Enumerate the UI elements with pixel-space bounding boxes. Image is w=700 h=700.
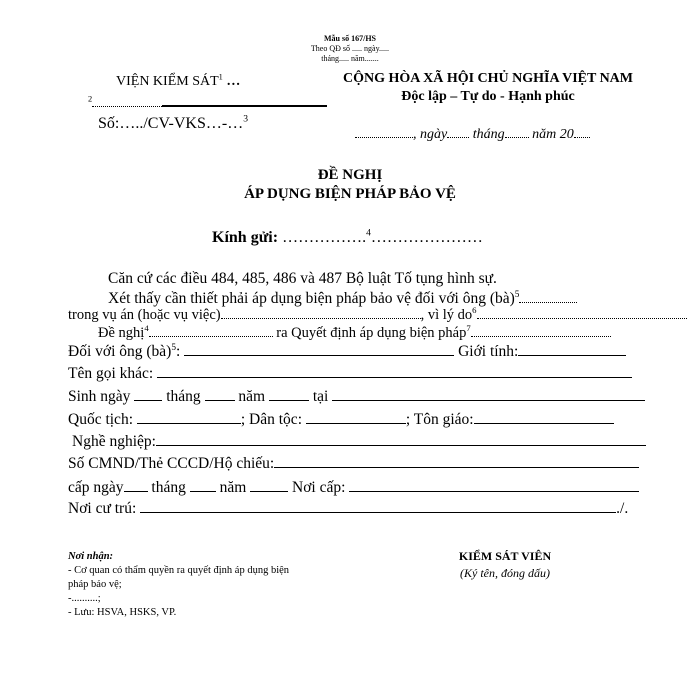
id-field[interactable] [274, 466, 639, 468]
sub-agency-underline [162, 104, 327, 107]
recipient-item: - Cơ quan có thẩm quyền ra quyết định áp dụng biện [68, 565, 290, 576]
decision-text: ra Quyết định áp dụng biện pháp [272, 325, 467, 341]
reason-field[interactable] [477, 317, 687, 319]
nationality-field[interactable] [137, 422, 241, 424]
nationality-label: Quốc tịch: [68, 411, 137, 428]
form-decision-date-line: tháng..... năm....... [321, 54, 379, 63]
id-line [68, 455, 639, 473]
issue-month-label: tháng [147, 479, 186, 496]
recipient-dots: ………………… [370, 229, 483, 246]
document-number [98, 115, 248, 133]
measure-field[interactable] [471, 335, 611, 337]
birth-place-label: tại [308, 388, 329, 405]
issue-month-field[interactable] [190, 490, 216, 492]
footnote-marker: 1 [218, 72, 223, 82]
consider-line [108, 290, 577, 308]
reason-label: , vì lý do [420, 307, 473, 323]
signature-title: KIỂM SÁT VIÊN [458, 549, 552, 563]
religion-field[interactable] [474, 422, 614, 424]
document-date [355, 127, 590, 143]
ethnicity-label: ; Dân tộc: [240, 411, 306, 428]
document-subtitle: ÁP DỤNG BIỆN PHÁP BẢO VỆ [244, 186, 456, 202]
case-line [68, 307, 687, 324]
year-dots [574, 136, 590, 138]
id-label: Số CMND/Thẻ CCCD/Hộ chiếu: [68, 455, 275, 472]
birth-place-field[interactable] [332, 399, 645, 401]
agency-suffix: … [222, 74, 241, 89]
recipient-line [212, 229, 483, 247]
ethnicity-field[interactable] [306, 422, 406, 424]
date-year-label: năm 20 [532, 127, 574, 142]
birth-day-label: Sinh ngày [68, 388, 131, 405]
issue-line [68, 479, 639, 497]
footnote-marker: 4 [144, 323, 149, 334]
occupation-field[interactable] [156, 444, 646, 446]
authority-field[interactable] [149, 335, 273, 337]
signature-note: (Ký tên, đóng dấu) [460, 566, 550, 580]
birth-day-field[interactable] [134, 399, 162, 401]
gender-field[interactable] [518, 354, 626, 356]
alias-line [68, 365, 632, 383]
footnote-marker: 5 [171, 342, 176, 353]
recipient-label: Kính gửi: [212, 229, 283, 246]
footnote-marker: 3 [243, 113, 249, 125]
footnote-marker: 6 [472, 305, 477, 316]
case-label: trong vụ án (hoặc vụ việc) [68, 307, 221, 323]
person-field[interactable] [519, 301, 577, 303]
country-name: CỘNG HÒA XÃ HỘI CHỦ NGHĨA VIỆT NAM [342, 71, 633, 86]
birth-year-field[interactable] [269, 399, 309, 401]
issue-day-field[interactable] [124, 490, 148, 492]
birth-line [68, 388, 645, 406]
legal-basis: Căn cứ các điều 484, 485, 486 và 487 Bộ luật Tố tụng hình sự. [108, 270, 497, 287]
form-decision-ref [250, 44, 450, 64]
consider-text: Xét thấy cần thiết phải áp dụng biện pháp bảo vệ đối với ông (bà) [108, 290, 515, 307]
month-dots [505, 136, 529, 138]
issue-year-field[interactable] [250, 490, 288, 492]
form-number-line: Mẫu số 167/HS [323, 34, 376, 43]
gender-label: Giới tính: [454, 343, 519, 360]
day-dots [447, 136, 469, 138]
issue-year-label: năm [215, 479, 247, 496]
date-day-label: ngày [420, 127, 448, 142]
residence-end: ./. [616, 500, 629, 517]
occupation-label: Nghề nghiệp: [72, 433, 156, 450]
footnote-marker: 2 [88, 94, 93, 104]
sub-agency-dots [92, 105, 162, 107]
sub-agency-line [88, 96, 327, 112]
date-comma: , [413, 127, 420, 142]
alias-label: Tên gọi khác: [68, 365, 158, 382]
person-colon: : [176, 343, 185, 360]
footnote-marker: 7 [466, 323, 471, 334]
form-number [250, 34, 450, 44]
date-month-label: tháng [472, 127, 505, 142]
agency-name [116, 74, 240, 90]
residence-field[interactable] [140, 511, 616, 513]
residence-label: Nơi cư trú: [68, 500, 141, 517]
national-motto: Độc lập – Tự do - Hạnh phúc [401, 89, 575, 104]
document-title: ĐỀ NGHỊ [317, 167, 383, 183]
alias-field[interactable] [157, 376, 632, 378]
occupation-line [72, 433, 646, 451]
birth-month-field[interactable] [205, 399, 235, 401]
recipient-item: - Lưu: HSVA, HSKS, VP. [68, 607, 177, 618]
issue-day-label: cấp ngày [68, 479, 124, 496]
issue-place-field[interactable] [349, 490, 639, 492]
footnote-marker: 4 [366, 227, 371, 239]
recipient-item: pháp bảo vệ; [68, 579, 122, 590]
birth-year-label: năm [234, 388, 266, 405]
form-decision-ref-line: Theo QĐ số ..... ngày..... [310, 44, 390, 53]
person-name-field[interactable] [184, 354, 454, 356]
agency-label: VIỆN KIỂM SÁT [116, 74, 219, 89]
issue-place-label: Nơi cấp: [288, 479, 350, 496]
religion-label: ; Tôn giáo: [405, 411, 474, 428]
residence-line [68, 500, 628, 518]
propose-line [98, 325, 611, 342]
document-number-text: Số:…../CV-VKS…-… [98, 115, 244, 132]
recipients-block [68, 550, 289, 620]
footnote-marker: 5 [514, 289, 520, 300]
recipient-item: -..........; [68, 593, 101, 604]
birth-month-label: tháng [162, 388, 201, 405]
case-field[interactable] [221, 317, 421, 319]
person-line [68, 343, 626, 361]
propose-label: Đề nghị [98, 325, 145, 341]
person-label: Đối với ông (bà) [68, 343, 172, 360]
nationality-line [68, 411, 614, 429]
recipients-title: Nơi nhận: [68, 551, 114, 562]
place-dots [355, 136, 413, 138]
recipient-dots: ……………. [282, 229, 367, 246]
